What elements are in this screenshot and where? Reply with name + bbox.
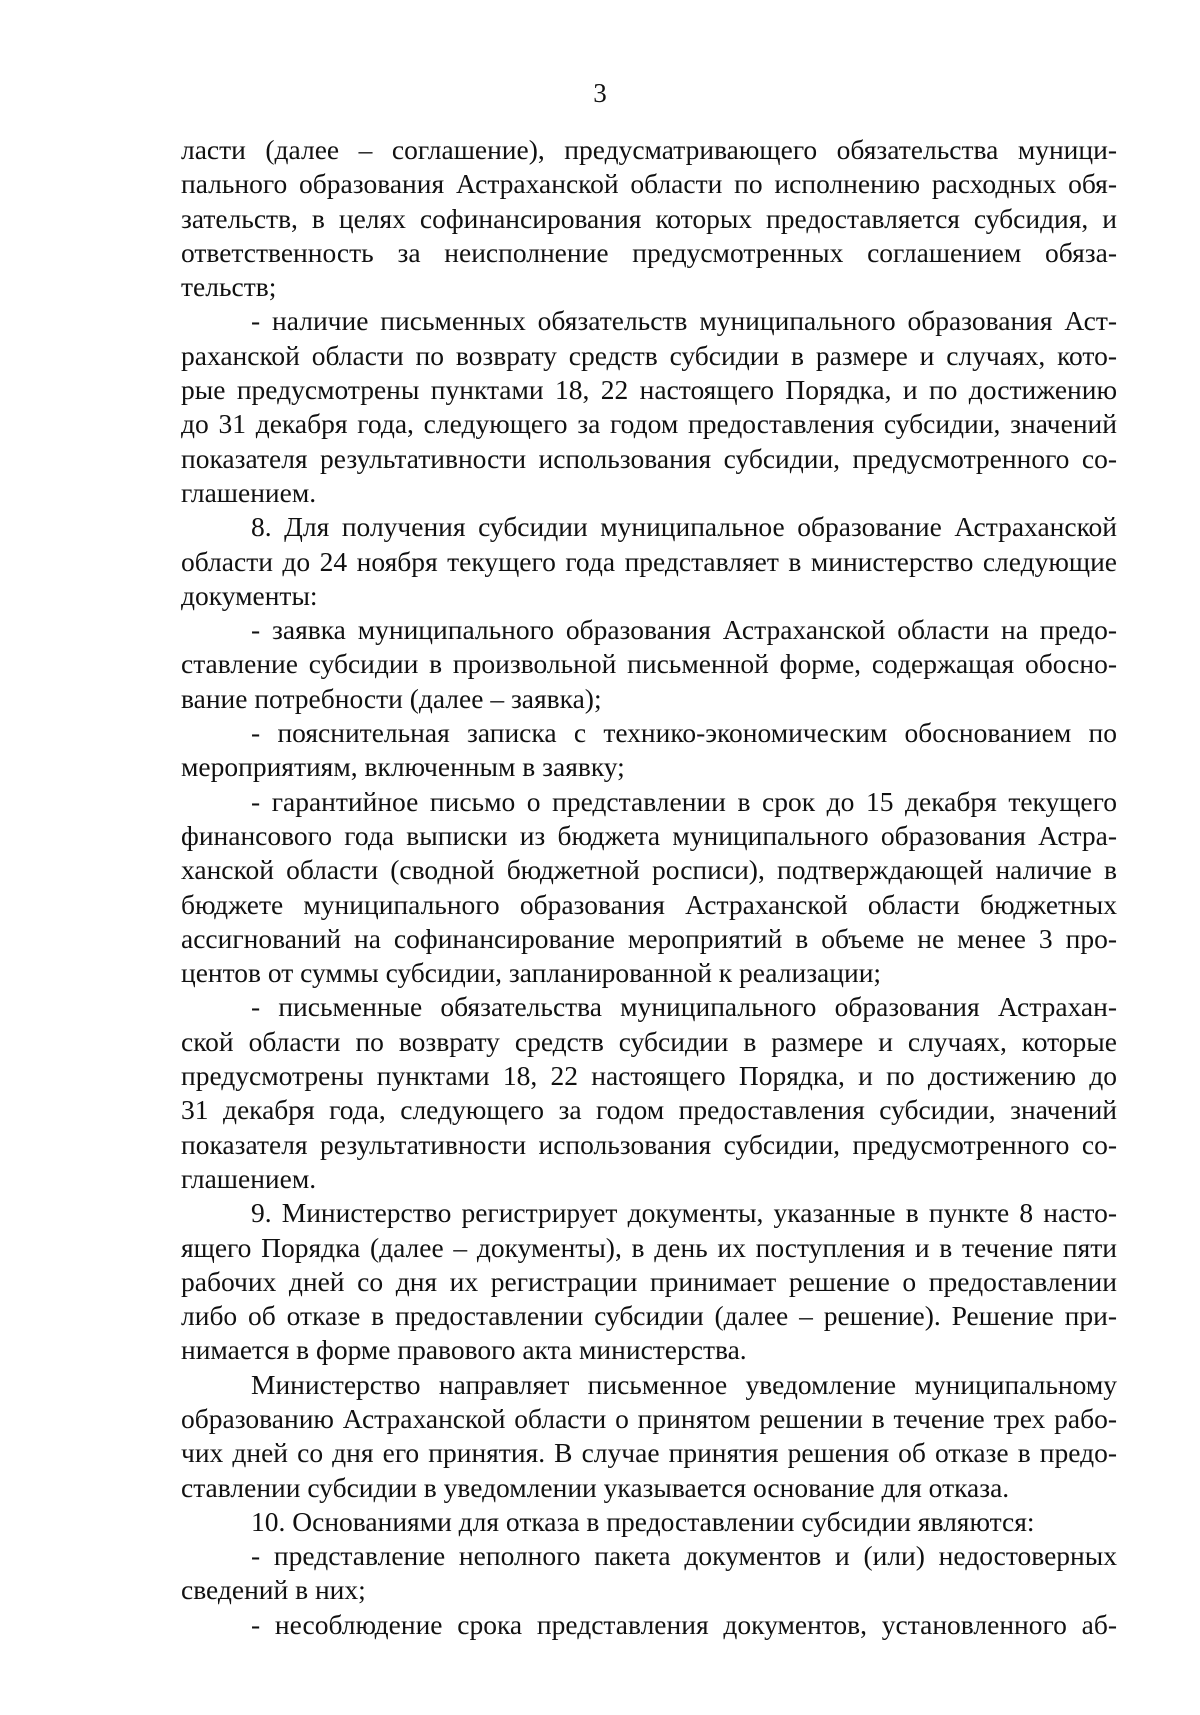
text-line: вание потребности (далее – заявка); [181,682,602,714]
text-line: нимается в форме правового акта министерства. [181,1334,747,1366]
text-line: ской области по возврату средств субсидии в размере и случаях, которые [181,1025,1117,1057]
text-line: ставлении субсидии в уведомлении указывается основание для отказа. [181,1471,1010,1503]
text-line: финансового года выписки из бюджета муниципального образования Астра- [181,819,1117,851]
text-line: - представление неполного пакета документов и (или) недостоверных [251,1540,1117,1572]
text-line: рабочих дней со дня их регистрации принимает решение о предоставлении [181,1265,1117,1297]
text-line: - пояснительная записка с технико-экономическим обоснованием по [251,717,1117,749]
text-line: - несоблюдение срока представления документов, установленного аб- [251,1608,1117,1640]
text-line: ханской области (сводной бюджетной росписи), подтверждающей наличие в [181,854,1117,886]
text-line: ответственность за неисполнение предусмотренных соглашением обяза- [181,236,1117,268]
page-number: 3 [593,78,607,108]
text-line: предусмотрены пунктами 18, 22 настоящего Порядка, и по достижению до [181,1060,1117,1092]
text-line: раханской области по возврату средств субсидии в размере и случаях, кото- [181,339,1117,371]
text-line: пального образования Астраханской области по исполнению расходных обя- [181,168,1117,200]
text-line: - заявка муниципального образования Астраханской области на предо- [251,614,1117,646]
text-line: до 31 декабря года, следующего за годом предоставления субсидии, значений [181,408,1117,440]
document-body [181,133,1117,1642]
text-line: зательств, в целях софинансирования которых предоставляется субсидия, и [181,202,1117,234]
text-line: ассигнований на софинансирование мероприятий в объеме не менее 3 про- [181,922,1117,954]
text-line: Министерство направляет письменное уведомление муниципальному [251,1368,1117,1400]
text-line: документы: [181,579,318,611]
text-line: центов от суммы субсидии, запланированной к реализации; [181,957,882,989]
text-line: глашением. [181,1162,317,1194]
text-line: 8. Для получения субсидии муниципальное образование Астраханской [251,511,1117,543]
text-line: мероприятиям, включенным в заявку; [181,751,625,783]
text-line: 31 декабря года, следующего за годом предоставления субсидии, значений [181,1094,1117,1126]
text-line: - гарантийное письмо о представлении в срок до 15 декабря текущего [251,785,1117,817]
text-line: тельств; [181,271,277,303]
text-line: бюджете муниципального образования Астраханской области бюджетных [181,888,1117,920]
text-line: показателя результативности использования субсидии, предусмотренного со- [181,442,1117,474]
text-line: либо об отказе в предоставлении субсидии (далее – решение). Решение при- [181,1300,1117,1332]
text-line: области до 24 ноября текущего года представляет в министерство следующие [181,545,1117,577]
text-line: ящего Порядка (далее – документы), в день их поступления и в течение пяти [181,1231,1117,1263]
text-line: - наличие письменных обязательств муниципального образования Аст- [251,305,1117,337]
text-line: глашением. [181,476,317,508]
text-line: 9. Министерство регистрирует документы, указанные в пункте 8 насто- [251,1197,1117,1229]
text-line: 10. Основаниями для отказа в предоставлении субсидии являются: [251,1505,1035,1537]
text-line: сведений в них; [181,1574,366,1606]
text-line: чих дней со дня его принятия. В случае принятия решения об отказе в предо- [181,1437,1117,1469]
text-line: - письменные обязательства муниципального образования Астрахан- [251,991,1117,1023]
text-line: ставление субсидии в произвольной письменной форме, содержащая обосно- [181,648,1117,680]
text-line: образованию Астраханской области о принятом решении в течение трех рабо- [181,1402,1117,1434]
text-line: рые предусмотрены пунктами 18, 22 настоящего Порядка, и по достижению [181,374,1117,406]
text-line: ласти (далее – соглашение), предусматривающего обязательства муници- [181,134,1117,165]
text-line: показателя результативности использования субсидии, предусмотренного со- [181,1128,1117,1160]
